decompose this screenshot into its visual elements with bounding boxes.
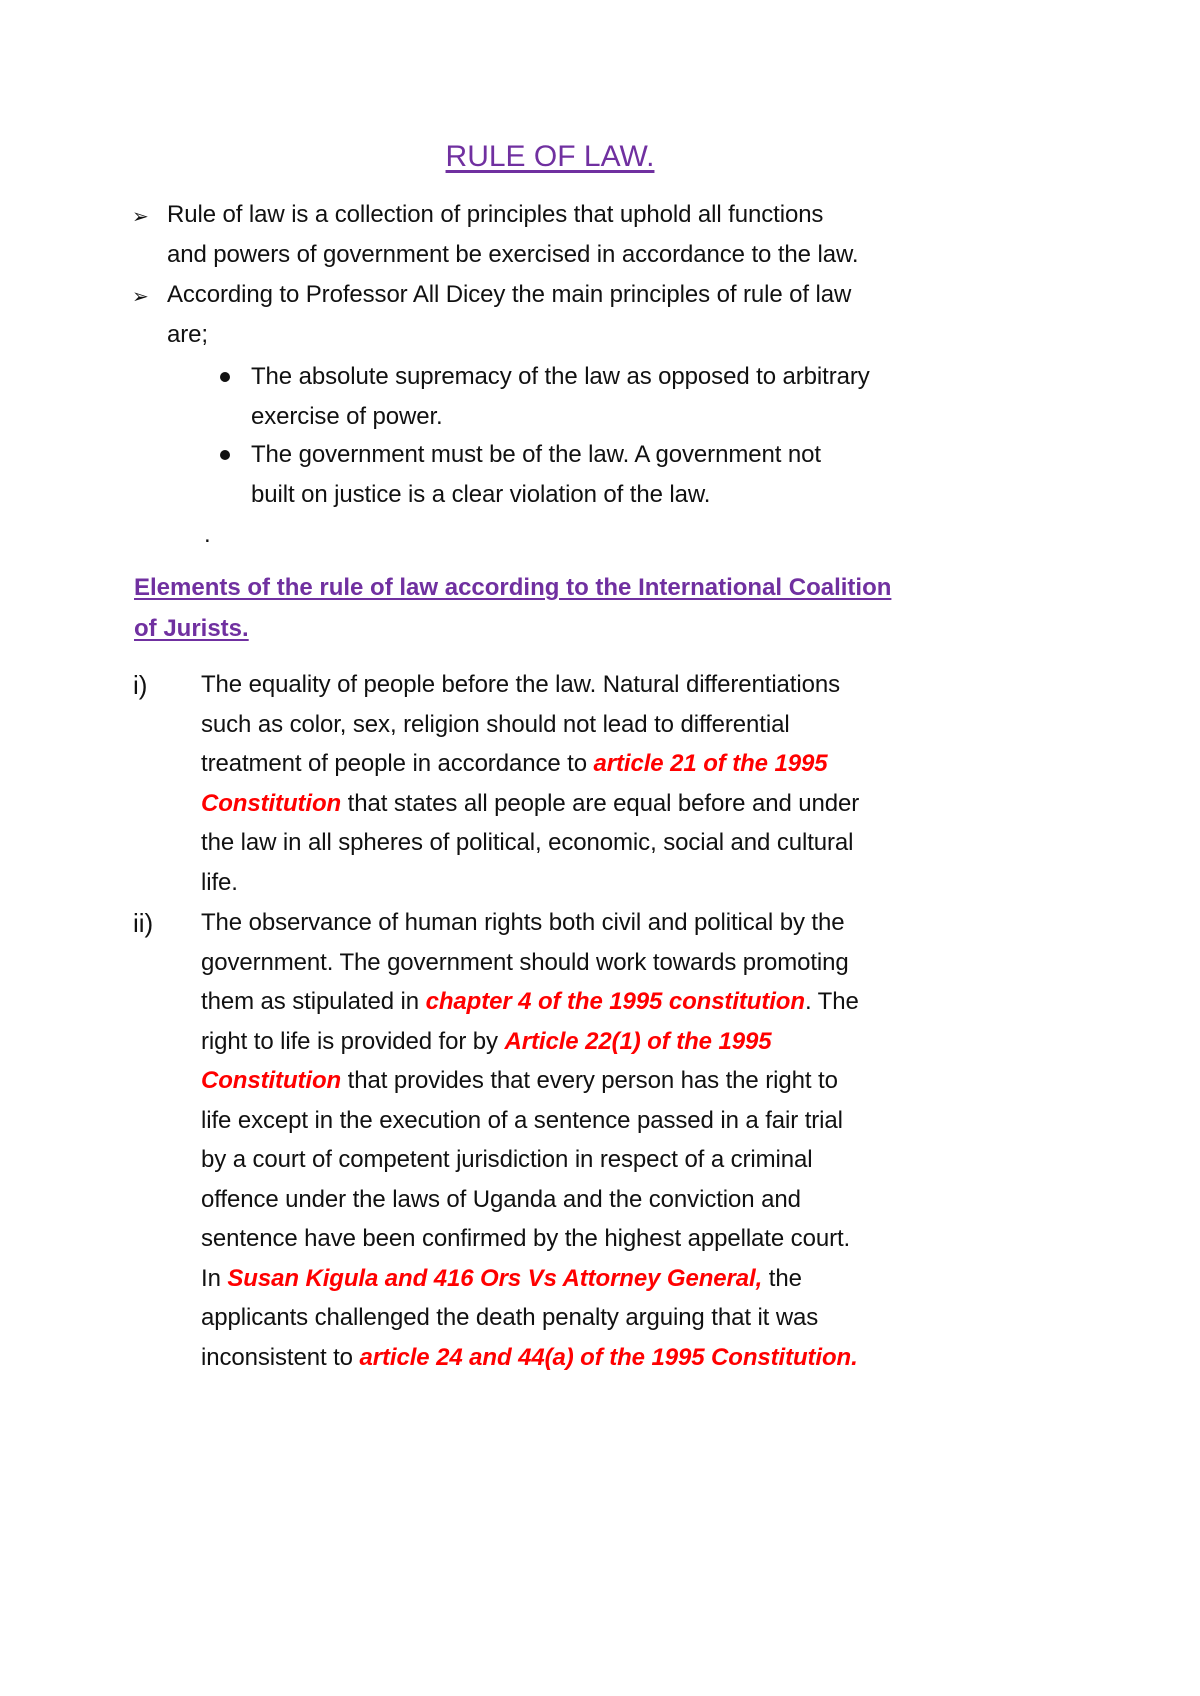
numbered-item-text-line bbox=[201, 828, 853, 858]
bullet-item-text-line: The government must be of the law. A government not bbox=[251, 441, 821, 468]
numbered-item-text-line bbox=[201, 908, 845, 938]
legal-reference: chapter 4 of the 1995 constitution bbox=[425, 988, 805, 1015]
body-text: by a court of competent jurisdiction in respect of a criminal bbox=[201, 1146, 813, 1173]
numbered-item-text-line bbox=[201, 1303, 818, 1333]
bullet-dot-icon bbox=[220, 450, 230, 460]
legal-reference: Constitution bbox=[201, 790, 342, 817]
numbered-item-text-line bbox=[201, 789, 859, 819]
bullet-item-text-line: exercise of power. bbox=[251, 403, 443, 430]
legal-reference: Constitution bbox=[201, 1067, 342, 1094]
numbered-item-text-line bbox=[201, 1343, 858, 1373]
stray-period: . bbox=[204, 521, 211, 548]
arrow-bullet-icon: ➢ bbox=[132, 206, 149, 228]
page-title: RULE OF LAW. bbox=[445, 140, 655, 173]
body-text: The observance of human rights both civil and political by the bbox=[201, 909, 845, 936]
list-marker: ii) bbox=[133, 908, 154, 938]
bullet-item-text-line: built on justice is a clear violation of the law. bbox=[251, 481, 711, 508]
body-text: . The bbox=[804, 988, 859, 1015]
body-text: treatment of people in accordance to bbox=[201, 750, 594, 777]
bullet-dot-icon bbox=[220, 372, 230, 382]
numbered-item-text-line bbox=[201, 1185, 801, 1215]
arrow-item-text-line: Rule of law is a collection of principles that uphold all functions bbox=[167, 201, 824, 228]
body-text: life. bbox=[201, 869, 238, 896]
body-text: that states all people are equal before and under bbox=[341, 790, 860, 817]
numbered-item-text-line bbox=[201, 1106, 843, 1136]
numbered-item-text-line bbox=[201, 948, 849, 978]
numbered-item-text-line bbox=[201, 1224, 850, 1254]
body-text: right to life is provided for by bbox=[201, 1028, 505, 1055]
arrow-item-text-line: and powers of government be exercised in accordance to the law. bbox=[167, 241, 859, 268]
body-text: offence under the laws of Uganda and the conviction and bbox=[201, 1186, 801, 1213]
numbered-item-text-line bbox=[201, 987, 859, 1017]
bullet-item-text-line: The absolute supremacy of the law as opposed to arbitrary bbox=[251, 363, 870, 390]
body-text: them as stipulated in bbox=[201, 988, 426, 1015]
numbered-item-text-line bbox=[201, 868, 238, 898]
body-text: The equality of people before the law. Natural differentiations bbox=[201, 671, 841, 698]
list-marker: i) bbox=[133, 670, 148, 700]
numbered-item-text-line bbox=[201, 1066, 838, 1096]
arrow-item-text-line: According to Professor All Dicey the main principles of rule of law bbox=[167, 281, 852, 308]
body-text: government. The government should work towards promoting bbox=[201, 949, 849, 976]
section-heading-line-2: of Jurists. bbox=[134, 615, 249, 642]
body-text: such as color, sex, religion should not lead to differential bbox=[201, 711, 790, 738]
body-text: that provides that every person has the right to bbox=[341, 1067, 838, 1094]
body-text: applicants challenged the death penalty arguing that it was bbox=[201, 1304, 819, 1331]
body-text: life except in the execution of a sentence passed in a fair trial bbox=[201, 1107, 843, 1134]
arrow-bullet-icon: ➢ bbox=[132, 286, 149, 308]
body-text: inconsistent to bbox=[201, 1344, 360, 1371]
legal-reference: Article 22(1) of the 1995 bbox=[504, 1028, 772, 1055]
arrow-item-text-line: are; bbox=[167, 321, 208, 348]
numbered-item-text-line bbox=[201, 670, 840, 700]
numbered-item-text-line bbox=[201, 1264, 802, 1294]
body-text: the bbox=[762, 1265, 802, 1292]
section-heading-line-1: Elements of the rule of law according to the International Coalition bbox=[134, 574, 892, 601]
numbered-item-text-line bbox=[201, 1145, 813, 1175]
legal-reference: article 21 of the 1995 bbox=[593, 750, 828, 777]
body-text: sentence have been confirmed by the highest appellate court. bbox=[201, 1225, 851, 1252]
numbered-item-text-line bbox=[201, 1027, 771, 1057]
legal-reference: article 24 and 44(a) of the 1995 Constitution. bbox=[359, 1344, 858, 1371]
legal-reference: Susan Kigula and 416 Ors Vs Attorney General, bbox=[227, 1265, 763, 1292]
numbered-item-text-line bbox=[201, 749, 827, 779]
body-text: the law in all spheres of political, economic, social and cultural bbox=[201, 829, 854, 856]
body-text: In bbox=[201, 1265, 228, 1292]
numbered-item-text-line bbox=[201, 710, 790, 740]
